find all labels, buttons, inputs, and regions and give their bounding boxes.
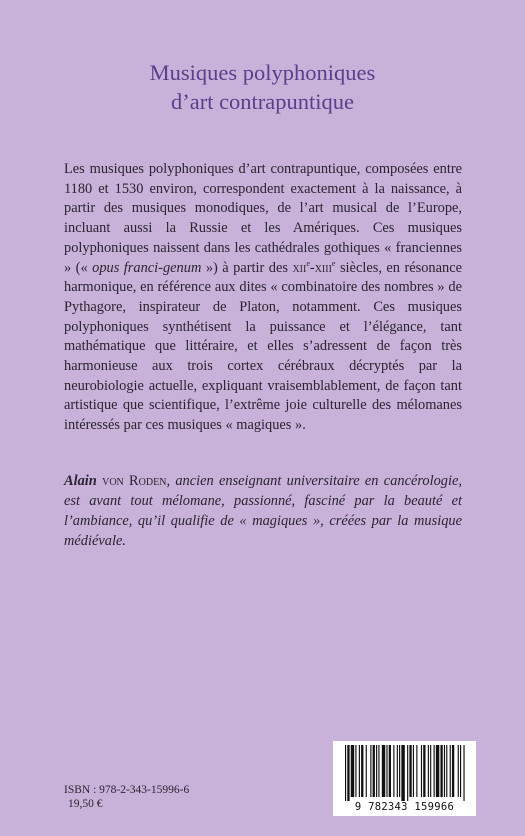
barcode-bar <box>452 745 454 797</box>
barcode-bar <box>460 745 461 797</box>
barcode-bar <box>434 745 435 797</box>
barcode-bar <box>361 745 363 797</box>
author-surname: von Roden <box>102 473 167 489</box>
barcode-bar <box>436 745 439 797</box>
barcode-bar <box>397 745 398 797</box>
barcode-bar <box>463 745 464 801</box>
barcode-bar <box>345 745 346 801</box>
barcode-bar <box>409 745 411 797</box>
barcode-bar <box>347 745 349 801</box>
price-label: 19,50 € <box>68 798 103 810</box>
barcode <box>333 741 476 816</box>
title-line-2: d’art contrapuntique <box>170 89 355 114</box>
blurb-paragraph: Les musiques polyphoniques d’art contrapuntique, composées entre 1180 et 1530 environ, correspondent exactement à la naissance, à partir des musiques monodiques, de l’art musical de l’Europe, incluant aussi la Russie et les Amériques. Ces musiques polyphoniques naissent dans les cathédrales gothiques « franciennes » (« opus franci-genum ») à partir des xii$^e$-xiii$^e$ siècles, en résonance harmonique, en référence aux dites « combinatoire des nombres » de Pythagore, inspirateur de Platon, notamment. Ces musiques polyphoniques synthétisent la puissance et l’élégance, tant mathématique que littéraire, et elles s’adressent de façon très harmonieuse aux trois cortex cérébraux décryptés par la neurobiologie actuelle, expliquant vraisemblablement, de façon tant artistique que scientifique, l’extrême joie culturelle des mélomanes intéressés par ces musiques « magiques ». <box>64 161 462 434</box>
barcode-bar <box>378 745 379 797</box>
century-12: xii <box>292 259 307 276</box>
barcode-bar <box>355 745 356 797</box>
barcode-bar <box>458 745 459 797</box>
latin-phrase: opus franci-genum <box>92 259 202 276</box>
barcode-bar <box>370 745 371 797</box>
barcode-bar <box>351 745 354 797</box>
barcode-bar <box>389 745 391 797</box>
barcode-bar <box>430 745 431 797</box>
back-cover-blurb <box>64 160 462 436</box>
barcode-bar <box>382 745 385 797</box>
barcode-bar <box>376 745 377 797</box>
barcode-bars <box>339 745 470 801</box>
barcode-bar <box>359 745 360 797</box>
barcode-bar <box>428 745 429 797</box>
barcode-bar <box>416 745 417 797</box>
barcode-bar <box>386 745 387 797</box>
barcode-bar <box>450 745 451 797</box>
book-title <box>0 58 525 116</box>
barcode-bar <box>446 745 447 797</box>
barcode-bar <box>373 745 375 797</box>
barcode-bar <box>366 745 367 797</box>
century-13: xiii <box>314 259 332 276</box>
barcode-bar <box>423 745 425 797</box>
author-bio-text: , ancien enseignant universitaire en cancérologie, est avant tout mélomane, passionné, fasciné par la beauté et l’ambiance, qu’il qualifie de « magiques », créées par la musique médiévale. <box>64 473 462 549</box>
barcode-bar <box>401 745 404 801</box>
barcode-bar <box>444 745 445 797</box>
barcode-bar <box>413 745 414 797</box>
isbn-label: ISBN : 978-2-343-15996-6 <box>64 784 190 796</box>
title-line-1: Musiques polyphoniques <box>149 60 376 85</box>
barcode-bar <box>399 745 400 797</box>
author-first-name: Alain <box>64 473 97 489</box>
barcode-digits: 9 782343 159966 <box>354 801 455 813</box>
author-bio <box>64 471 462 551</box>
barcode-bar <box>440 745 442 797</box>
barcode-bar <box>407 745 408 801</box>
barcode-bar <box>421 745 422 797</box>
barcode-bar <box>393 745 394 797</box>
